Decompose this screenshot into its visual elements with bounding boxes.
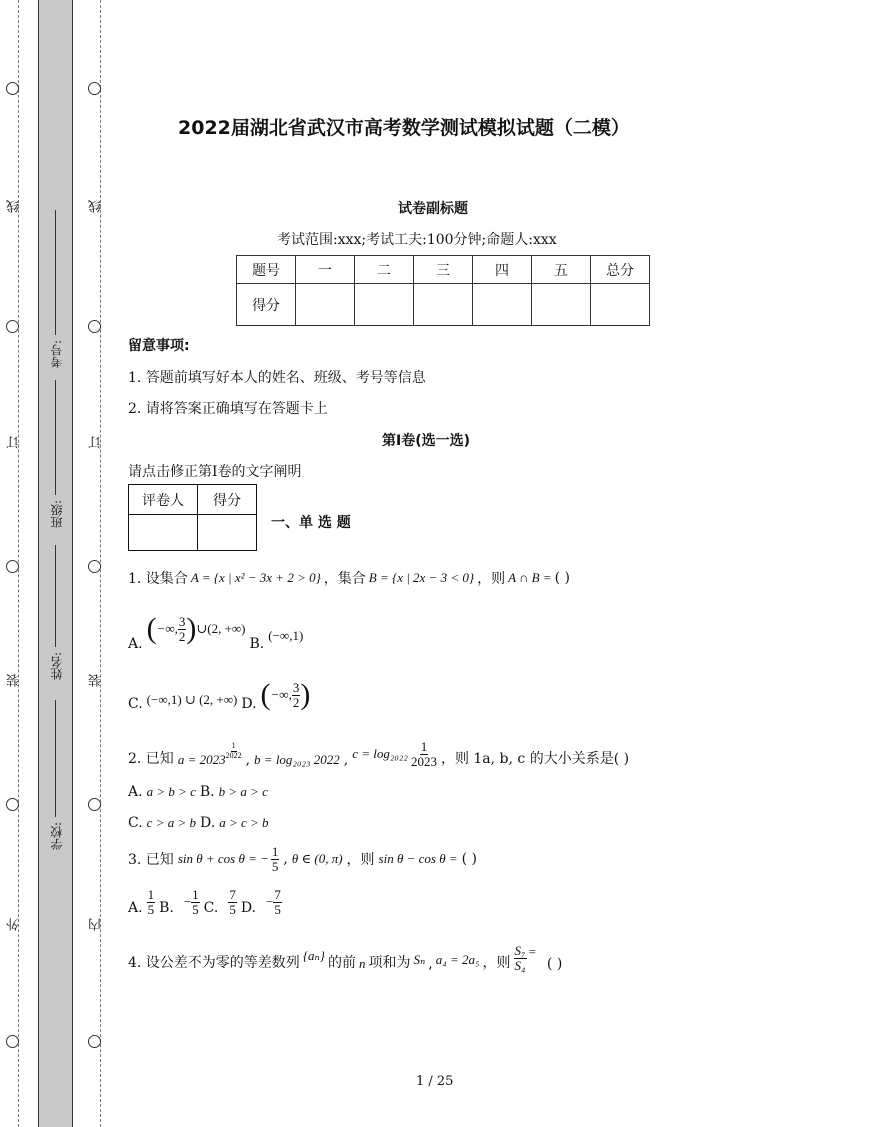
q4-ratio: $\frac{\text{S₇}}{\text{S₄}}$ = — [514, 943, 536, 973]
page-number: 1 / 25 — [416, 1074, 454, 1089]
page-title: 2022届湖北省武汉市高考数学测试模拟试题（二模） — [178, 117, 630, 139]
binding-hole — [6, 560, 19, 573]
outer-label-zhuang: 装 — [7, 674, 22, 687]
q2-ask: ，则 1a, b, c 的大小关系是( ) — [440, 751, 630, 768]
q2-option-b[interactable]: b > a > c — [218, 784, 268, 799]
q2-option-d[interactable]: a > c > b — [219, 815, 269, 830]
q1-set-b: B = {x | 2x − 3 < 0} — [368, 570, 475, 585]
q4-prefix: 4. 设公差不为零的等差数列 — [128, 955, 300, 972]
score-row-label: 得分 — [237, 284, 296, 326]
q3-ask: sin θ − cos θ = — [378, 851, 458, 867]
field-school-line[interactable] — [55, 700, 56, 817]
subtitle: 试卷副标题 — [398, 201, 468, 217]
binding-hole — [88, 798, 101, 811]
field-class-label: 班级: — [50, 500, 64, 529]
q3-option-c[interactable]: $\frac{7}{5}$ — [229, 887, 236, 917]
grader-cell[interactable] — [198, 515, 257, 551]
q1-prefix: 1. 设集合 — [128, 571, 188, 587]
binding-hole — [6, 82, 19, 95]
question-4: 4. 设公差不为零的等差数列 {aₙ} 的前 n 项和为 Sₙ , a₄ = 2a₅ ，则 $\frac{\text{S₇}}{\text{S₄}}$ = ( ) — [128, 943, 563, 973]
fraction: $\frac{3}{2}$ — [292, 679, 300, 710]
q3-range: θ ∈ (0, π) — [291, 851, 343, 867]
grader-cell[interactable] — [129, 515, 198, 551]
q3-prefix: 3. 已知 — [128, 852, 174, 869]
score-header-cell: 四 — [473, 256, 532, 284]
fraction: $\frac{1}{2023}$ — [410, 739, 437, 769]
q2-c: c = log₂₀₂₂ $\frac{1}{2023}$ — [352, 739, 437, 769]
q1-option-a-left: −∞, — [156, 621, 178, 636]
q3-option-b[interactable]: − $\frac{1}{5}$ — [183, 887, 199, 917]
field-exam-number-line[interactable] — [55, 210, 56, 335]
q3-option-b-label[interactable]: B. — [159, 900, 174, 917]
q3-blank: ( ) — [461, 851, 477, 868]
binding-hole — [88, 320, 101, 333]
q1-ask: A ∩ B = — [508, 570, 552, 585]
q1-option-a-right: ∪(2, +∞) — [196, 621, 246, 636]
inner-label-ding: 订 — [89, 436, 104, 449]
q2-option-b-label[interactable]: B. — [199, 784, 215, 800]
binding-hole — [88, 560, 101, 573]
binding-hole — [6, 798, 19, 811]
q3-option-a-label[interactable]: A. — [128, 900, 143, 917]
grader-header: 得分 — [198, 485, 257, 515]
field-exam-number-label: 考号: — [50, 340, 64, 369]
fraction: $\frac{\text{S₇}}{\text{S₄}}$ — [514, 943, 526, 973]
q3-option-c-label[interactable]: C. — [203, 900, 219, 917]
field-school-label: 学校: — [50, 822, 64, 851]
binding-hole — [88, 82, 101, 95]
q2-option-a[interactable]: a > b > c — [146, 784, 196, 799]
grader-table — [128, 484, 257, 551]
q1-then: ，则 — [477, 571, 506, 587]
q2-a: a = 2023 $\frac{1}{2022}$ — [177, 741, 242, 768]
fraction: $\frac{3}{2}$ — [178, 613, 186, 644]
q2-option-d-label[interactable]: D. — [200, 815, 216, 831]
q2-prefix: 2. 已知 — [128, 751, 174, 768]
q2-options-cd — [128, 815, 269, 831]
binding-hole — [6, 1035, 19, 1048]
q1-options-cd — [128, 678, 310, 712]
q4-condition: a₄ = 2a₅ — [435, 952, 480, 968]
q3-option-d-label[interactable]: D. — [240, 900, 257, 917]
q1-option-c[interactable]: (−∞,1) ∪ (2, +∞) — [146, 692, 238, 707]
q1-blank: ( ) — [554, 570, 571, 586]
score-header-cell: 题号 — [237, 256, 296, 284]
q2-option-c-label[interactable]: C. — [128, 815, 143, 831]
score-header-cell: 总分 — [591, 256, 650, 284]
score-table — [236, 255, 650, 326]
outer-label-ding: 订 — [7, 436, 22, 449]
outer-label-wai: 外 — [7, 918, 22, 931]
q1-option-b[interactable]: (−∞,1) — [268, 628, 304, 643]
q2-options-ab — [128, 784, 268, 800]
q1-option-a[interactable]: ( −∞, $\frac{3}{2}$ ) ∪(2, +∞) — [146, 612, 246, 645]
q1-option-c-label[interactable]: C. — [128, 696, 143, 712]
score-cell[interactable] — [296, 284, 355, 326]
q3-condition: sin θ + cos θ = − $\frac{1}{5}$ — [177, 844, 279, 874]
q3-then: ，则 — [346, 852, 375, 869]
q4-mid1: 的前 — [327, 955, 356, 972]
exponent-fraction: $\frac{1}{2022}$ — [225, 741, 242, 760]
notes-heading: 留意事项: — [128, 338, 190, 354]
inner-label-nei: 内 — [89, 918, 104, 931]
q4-sequence: {aₙ} — [302, 948, 325, 964]
q1-option-d-left: −∞, — [270, 687, 292, 702]
q3-options — [128, 888, 282, 916]
binding-hole — [6, 320, 19, 333]
score-cell[interactable] — [473, 284, 532, 326]
note-item: 2. 请将答案正确填写在答题卡上 — [128, 401, 328, 417]
q1-option-d[interactable]: ( −∞, $\frac{3}{2}$ ) — [260, 678, 311, 711]
q2-b: b = log₂₀₂₃ 2022 — [254, 752, 340, 768]
q3-option-d[interactable]: − $\frac{7}{5}$ — [266, 887, 281, 917]
q1-option-b-label[interactable]: B. — [249, 636, 265, 652]
score-cell[interactable] — [591, 284, 650, 326]
inner-label-zhuang: 装 — [89, 674, 104, 687]
q1-option-a-label[interactable]: A. — [128, 636, 143, 652]
score-header-cell: 一 — [296, 256, 355, 284]
q1-option-d-label[interactable]: D. — [241, 696, 257, 712]
question-2: 2. 已知 a = 2023 $\frac{1}{2022}$ , b = log₂₀₂₃ 2022 , c = log₂₀₂₂ $\frac{1}{2023}$ ，则 1a, b, c 的大小关系是( ) — [128, 739, 630, 769]
question-1 — [128, 568, 570, 588]
field-name-label: 姓名: — [50, 652, 64, 681]
question-3: 3. 已知 sin θ + cos θ = − $\frac{1}{5}$ , θ ∈ (0, π) ，则 sin θ − cos θ = ( ) — [128, 844, 477, 874]
score-header-cell: 五 — [532, 256, 591, 284]
section-note: 请点击修正第I卷的文字阐明 — [128, 464, 302, 480]
score-cell[interactable] — [532, 284, 591, 326]
q4-sn: Sₙ — [413, 952, 426, 968]
q1-options-ab — [128, 612, 303, 652]
q4-then: ，则 — [482, 955, 511, 972]
section-title: 第I卷(选一选) — [382, 433, 471, 449]
q4-n: n — [358, 956, 366, 972]
score-header-cell: 二 — [355, 256, 414, 284]
score-cell[interactable] — [414, 284, 473, 326]
q4-blank: ( ) — [546, 956, 563, 973]
field-name-line[interactable] — [55, 545, 56, 647]
grader-header: 评卷人 — [129, 485, 198, 515]
q1-mid: ，集合 — [323, 571, 366, 587]
exam-info: 考试范围:xxx;考试工夫:100分钟;命题人:xxx — [277, 232, 557, 248]
q2-option-a-label[interactable]: A. — [128, 784, 143, 800]
outer-label-xian: 线 — [7, 200, 22, 213]
q2-option-c[interactable]: c > a > b — [146, 815, 196, 830]
score-header-cell: 三 — [414, 256, 473, 284]
binding-hole — [88, 1035, 101, 1048]
field-class-line[interactable] — [55, 380, 56, 495]
part-title: 一、单 选 题 — [271, 515, 351, 531]
inner-label-xian: 线 — [89, 200, 104, 213]
fraction: $\frac{1}{5}$ — [271, 844, 279, 874]
score-cell[interactable] — [355, 284, 414, 326]
q1-set-a: A = {x | x² − 3x + 2 > 0} — [190, 570, 321, 585]
q4-mid2: 项和为 — [368, 955, 411, 972]
q3-option-a[interactable]: $\frac{1}{5}$ — [147, 887, 155, 917]
note-item: 1. 答题前填写好本人的姓名、班级、考号等信息 — [128, 370, 426, 386]
